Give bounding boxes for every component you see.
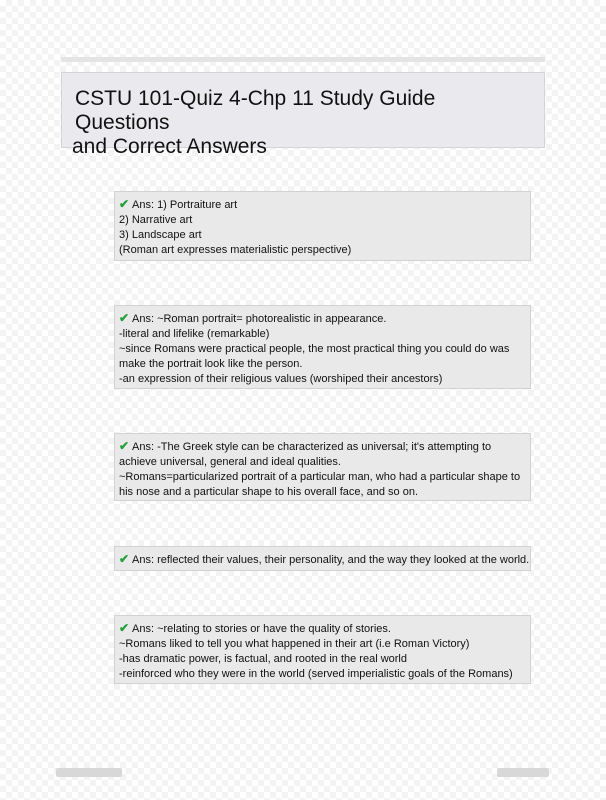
check-icon: ✔ [119,311,130,325]
answer-line: -literal and lifelike (remarkable) [119,328,270,340]
answer-box-1 [114,191,531,261]
check-icon: ✔ [119,197,130,211]
answer-line: ✔ Ans: reflected their values, their personality, and the way they looked at the world. [119,552,530,566]
answer-box-4 [114,546,531,571]
top-divider [61,57,545,62]
answer-line: ~Romans liked to tell you what happened in their art (i.e Roman Victory) [119,638,470,650]
answer-line: ✔ Ans: -The Greek style can be characterized as universal; it's attempting to achieve universal, general and ideal qualities. [119,439,492,468]
answer-line: (Roman art expresses materialistic perspective) [119,244,352,256]
answer-line: 2) Narrative art [119,214,193,226]
title-line-2: and Correct Answers [72,135,267,158]
answer-line: ✔ Ans: ~relating to stories or have the quality of stories. [119,621,391,635]
answer-line: ✔ Ans: ~Roman portrait= photorealistic in appearance. [119,311,387,325]
answer-box-5 [114,615,531,684]
title-line-1: CSTU 101-Quiz 4-Chp 11 Study Guide Questions [75,87,436,134]
answer-line: ~Romans=particularized portrait of a particular man, who had a particular shape to his nose and a particular shape to his overall face, and so on. [119,471,521,498]
check-icon: ✔ [119,621,130,635]
answer-line: ✔ Ans: 1) Portraiture art [119,197,238,211]
footer-watermark-right [497,768,549,777]
answer-line: -reinforced who they were in the world (served imperialistic goals of the Romans) [119,668,513,680]
footer-watermark-left [56,768,122,777]
document-title [72,87,534,159]
check-icon: ✔ [119,552,130,566]
title-banner [61,72,545,158]
answer-line: -an expression of their religious values (worshiped their ancestors) [119,373,443,385]
answer-line: -has dramatic power, is factual, and rooted in the real world [119,653,407,665]
answer-box-2 [114,305,531,389]
answer-line: 3) Landscape art [119,229,202,241]
answer-box-3 [114,433,531,501]
check-icon: ✔ [119,439,130,453]
answer-line: ~since Romans were practical people, the most practical thing you could do was make the portrait look like the person. [119,343,510,370]
